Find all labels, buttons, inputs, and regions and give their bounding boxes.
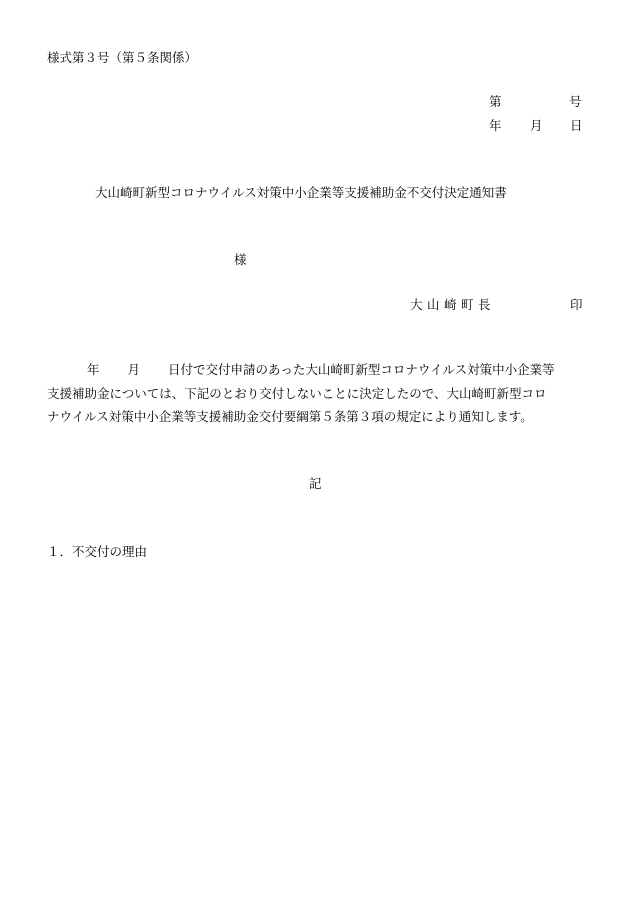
body-year-label: 年 bbox=[87, 362, 100, 377]
seal-mark: 印 bbox=[570, 297, 583, 312]
body-line-1-text: 日付で交付申請のあった大山崎町新型コロナウイルス対策中小企業等 bbox=[168, 362, 555, 377]
form-number: 様式第３号（第５条関係） bbox=[47, 50, 198, 65]
date-day-label: 日 bbox=[570, 118, 583, 133]
recipient-suffix: 様 bbox=[234, 252, 247, 267]
document-title: 大山崎町新型コロナウイルス対策中小企業等支援補助金不交付決定通知書 bbox=[95, 185, 507, 200]
issuer-name: 大山崎町長 bbox=[410, 297, 496, 312]
body-paragraph-line-1 bbox=[47, 364, 555, 377]
list-item: １．不交付の理由 bbox=[47, 544, 148, 559]
date-year-label: 年 bbox=[489, 118, 502, 133]
document-number-prefix: 第 bbox=[489, 94, 502, 109]
document-number-suffix: 号 bbox=[569, 94, 582, 109]
body-paragraph-line-2: 支援補助金については、下記のとおり交付しないことに決定したので、大山崎町新型コロ bbox=[47, 386, 547, 401]
date-month-label: 月 bbox=[530, 118, 543, 133]
body-paragraph-line-3: ナウイルス対策中小企業等支援補助金交付要綱第５条第３項の規定により通知します。 bbox=[47, 409, 533, 424]
body-month-label: 月 bbox=[127, 362, 141, 377]
record-heading: 記 bbox=[309, 476, 322, 491]
